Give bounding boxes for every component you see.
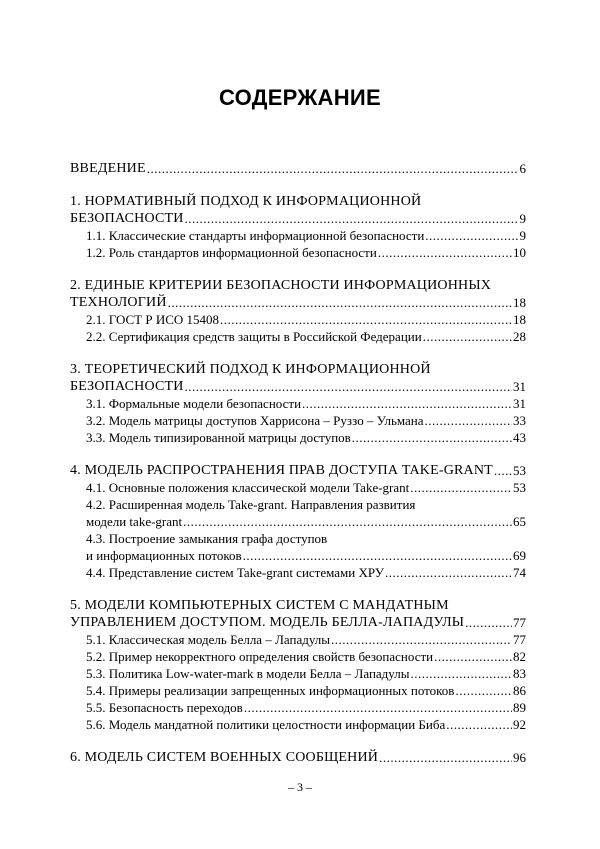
toc-chapter-6[interactable]: [70, 749, 526, 766]
toc-page-number: 18: [513, 295, 526, 310]
dot-leader: [410, 479, 512, 496]
toc-chapter-5-line1[interactable]: 5. МОДЕЛИ КОМПЬЮТЕРНЫХ СИСТЕМ С МАНДАТНЫМ: [70, 598, 449, 613]
toc-section-5-2[interactable]: [70, 648, 526, 665]
toc-entry-text: 5.4. Примеры реализации запрещенных информационных потоков: [86, 683, 455, 698]
toc-entry-text: 2.2. Сертификация средств защиты в Российской Федерации: [86, 329, 422, 344]
toc-page-number: 89: [513, 700, 526, 715]
toc-entry-text: УПРАВЛЕНИЕМ ДОСТУПОМ. МОДЕЛЬ БЕЛЛА-ЛАПАДУЛЫ: [70, 615, 465, 630]
dot-leader: [331, 631, 512, 648]
page-title: СОДЕРЖАНИЕ: [218, 85, 382, 110]
toc-page-number: 33: [513, 413, 526, 428]
toc-entry-text: БЕЗОПАСНОСТИ: [70, 211, 184, 226]
dot-leader: [244, 699, 512, 716]
dot-leader: [147, 160, 519, 177]
toc-section-4-2-line1[interactable]: 4.2. Расширенная модель Take-grant. Направления развития: [86, 497, 416, 512]
toc-entry-text: 1.1. Классические стандарты информационной безопасности: [86, 228, 425, 243]
dot-leader: [385, 564, 512, 581]
toc-section-1-1[interactable]: [70, 227, 526, 244]
toc-section-5-4[interactable]: [70, 682, 526, 699]
dot-leader: [434, 648, 512, 665]
toc-page-number: 53: [513, 463, 526, 478]
toc-section-4-3[interactable]: [70, 547, 526, 564]
toc-section-3-2[interactable]: [70, 412, 526, 429]
toc-entry-text: 4.1. Основные положения классической модели Take-grant: [86, 480, 410, 495]
toc-section-2-2[interactable]: [70, 328, 526, 345]
toc-page-number: 53: [513, 480, 526, 495]
toc-entry-text: и информационных потоков: [86, 548, 242, 563]
toc-page-number: 82: [513, 649, 526, 664]
toc-section-4-2[interactable]: [70, 513, 526, 530]
toc-page-number: 28: [513, 329, 526, 344]
toc-section-4-3-line1[interactable]: 4.3. Построение замыкания графа доступов: [86, 531, 328, 546]
toc-section-1-2[interactable]: [70, 244, 526, 261]
toc-entry-intro[interactable]: [70, 160, 526, 177]
dot-leader: [379, 749, 512, 766]
toc-page-number: 83: [513, 666, 526, 681]
toc-chapter-2-line1[interactable]: 2. ЕДИНЫЕ КРИТЕРИИ БЕЗОПАСНОСТИ ИНФОРМАЦИОННЫХ: [70, 278, 492, 293]
toc-entry-text: 5.2. Пример некорректного определения свойств безопасности: [86, 649, 434, 664]
toc-chapter-5[interactable]: [70, 614, 526, 631]
toc-section-3-1[interactable]: [70, 395, 526, 412]
toc-page-number: 65: [513, 514, 526, 529]
toc-section-4-1[interactable]: [70, 479, 526, 496]
dot-leader: [455, 682, 512, 699]
toc-page-number: 77: [513, 615, 526, 630]
dot-leader: [378, 244, 512, 261]
dot-leader: [410, 665, 512, 682]
toc-page-number: 9: [519, 211, 526, 226]
toc-section-4-4[interactable]: [70, 564, 526, 581]
dot-leader: [168, 294, 512, 311]
toc-entry-text: 5.3. Политика Low-water-mark в модели Белла – Лападулы: [86, 666, 410, 681]
toc-page-number: 43: [513, 430, 526, 445]
toc-chapter-3-line1[interactable]: 3. ТЕОРЕТИЧЕСКИЙ ПОДХОД К ИНФОРМАЦИОННОЙ: [70, 362, 431, 377]
toc-section-5-1[interactable]: [70, 631, 526, 648]
dot-leader: [183, 513, 512, 530]
toc-section-3-3[interactable]: [70, 429, 526, 446]
toc-entry-text: 2.1. ГОСТ Р ИСО 15408: [86, 312, 220, 327]
table-of-contents: [70, 160, 526, 766]
toc-page-number: 96: [513, 750, 526, 765]
toc-page-number: 31: [513, 379, 526, 394]
toc-entry-text: 4. МОДЕЛЬ РАСПРОСТРАНЕНИЯ ПРАВ ДОСТУПА TAKE-GRANT: [70, 463, 493, 478]
toc-page-number: 18: [513, 312, 526, 327]
toc-entry-text: 4.4. Представление систем Take-grant системами ХРУ: [86, 565, 384, 580]
toc-page-number: 77: [513, 632, 526, 647]
dot-leader: [185, 378, 512, 395]
toc-page-number: 9: [519, 228, 526, 243]
toc-chapter-1-line1[interactable]: 1. НОРМАТИВНЫЙ ПОДХОД К ИНФОРМАЦИОННОЙ: [70, 194, 422, 209]
toc-entry-text: ТЕХНОЛОГИЙ: [70, 295, 167, 310]
dot-leader: [446, 716, 512, 733]
toc-section-2-1[interactable]: [70, 311, 526, 328]
page-number-footer: – 3 –: [288, 780, 312, 794]
toc-entry-text: 3.3. Модель типизированной матрицы доступов: [86, 430, 351, 445]
toc-entry-text: 5.5. Безопасность переходов: [86, 700, 243, 715]
toc-entry-text: модели take-grant: [86, 514, 183, 529]
dot-leader: [425, 227, 518, 244]
dot-leader: [494, 462, 512, 479]
toc-entry-text: 5.6. Модель мандатной политики целостности информации Биба: [86, 717, 446, 732]
dot-leader: [302, 395, 512, 412]
dot-leader: [185, 210, 519, 227]
toc-page-number: 6: [519, 161, 526, 176]
toc-page-number: 69: [513, 548, 526, 563]
toc-chapter-3[interactable]: [70, 378, 526, 395]
toc-section-5-3[interactable]: [70, 665, 526, 682]
toc-entry-text: 1.2. Роль стандартов информационной безопасности: [86, 245, 377, 260]
toc-page-number: 86: [513, 683, 526, 698]
toc-page-number: 31: [513, 396, 526, 411]
dot-leader: [243, 547, 512, 564]
toc-entry-text: 3.2. Модель матрицы доступов Харрисона – Руззо – Ульмана: [86, 413, 424, 428]
toc-entry-text: ВВЕДЕНИЕ: [70, 161, 146, 176]
dot-leader: [423, 328, 512, 345]
dot-leader: [352, 429, 512, 446]
toc-chapter-1[interactable]: [70, 210, 526, 227]
toc-chapter-2[interactable]: [70, 294, 526, 311]
toc-section-5-5[interactable]: [70, 699, 526, 716]
toc-section-5-6[interactable]: [70, 716, 526, 733]
toc-page-number: 10: [513, 245, 526, 260]
dot-leader: [425, 412, 512, 429]
toc-entry-text: 5.1. Классическая модель Белла – Лападулы: [86, 632, 330, 647]
toc-page-number: 74: [513, 565, 526, 580]
dot-leader: [465, 614, 512, 631]
toc-entry-text: 6. МОДЕЛЬ СИСТЕМ ВОЕННЫХ СООБЩЕНИЙ: [70, 750, 379, 765]
toc-entry-text: 3.1. Формальные модели безопасности: [86, 396, 302, 411]
toc-entry-text: БЕЗОПАСНОСТИ: [70, 379, 184, 394]
toc-page-number: 92: [513, 717, 526, 732]
dot-leader: [220, 311, 512, 328]
toc-chapter-4[interactable]: [70, 462, 526, 479]
